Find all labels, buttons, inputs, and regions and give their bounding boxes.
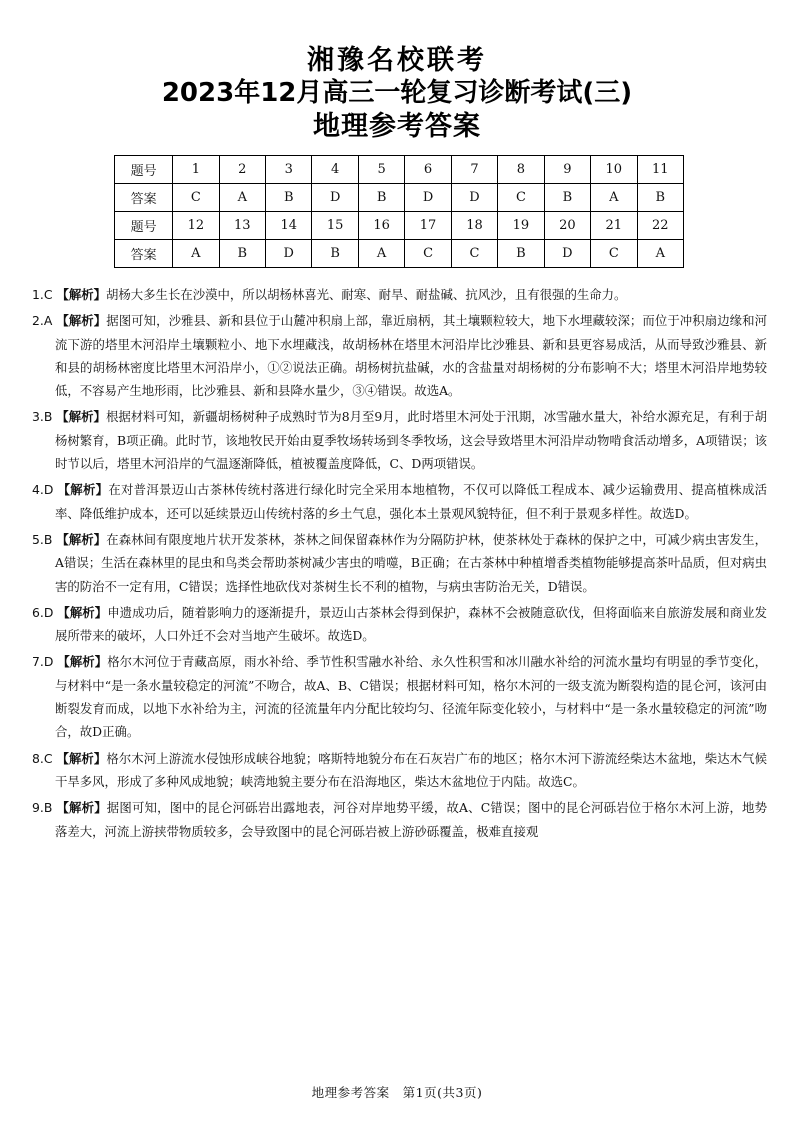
answer-table-cell: 19 [498,212,544,240]
analysis-tag: 【解析】 [57,482,109,498]
answer-table-cell: A [358,240,404,268]
answer-table-cell: C [405,240,451,268]
answer-table-cell: 18 [451,212,497,240]
answer-table-cell: A [219,184,265,212]
answer-table-cell: 6 [405,156,451,184]
subject-title: 地理参考答案 [313,111,481,142]
answer-table-cell: 5 [358,156,404,184]
answer-table-cell: 1 [173,156,219,184]
explanation-text: 格尔木河上游流水侵蚀形成峡谷地貌；喀斯特地貌分布在石灰岩广布的地区；格尔木河下游流经柴达木盆地，柴达木气候干旱多风，形成了多种风成地貌；峡湾地貌主要分布在沿海地区，柴达木盆地位于内陆。故选C。 [55,750,767,789]
page-footer: 地理参考答案 第1页(共3页) [311,1085,483,1100]
explanation-item [32,650,767,743]
analysis-tag: 【解析】 [56,287,106,302]
answer-table-row-header: 题号 [115,156,173,184]
answer-table-cell: A [637,240,683,268]
explanation-item [32,309,767,402]
answer-table-cell: C [591,240,637,268]
analysis-tag: 【解析】 [56,313,107,329]
question-number: 7.D [32,654,54,670]
answer-table-cell: 22 [637,212,683,240]
answer-table-row [115,156,684,184]
answer-table-cell: 2 [219,156,265,184]
exam-union-title: 湘豫名校联考 [307,45,487,76]
analysis-tag: 【解析】 [56,409,106,425]
answer-table-cell: 21 [591,212,637,240]
answer-table-cell: D [544,240,590,268]
explanation-text: 在对普洱景迈山古茶林传统村落进行绿化时完全采用本地植物，不仅可以降低工程成本、减少运输费用、提高植株成活率、降低维护成本，还可以延续景迈山传统村落的乡土气息，强化本土景观风貌特征，但不利于景观多样性。故选D。 [55,482,768,521]
question-number: 2.A [32,313,53,329]
answer-table-cell: D [312,184,358,212]
answer-table-cell: 9 [544,156,590,184]
explanation-list [32,283,767,846]
explanation-item [32,796,767,843]
answer-table-cell: C [498,184,544,212]
explanation-item [32,478,767,525]
explanation-text: 申遗成功后，随着影响力的逐渐提升，景迈山古茶林会得到保护，森林不会被随意砍伐，但将面临来自旅游发展和商业发展所带来的破坏，人口外迁不会对当地产生破坏。故选D。 [55,604,767,644]
analysis-tag: 【解析】 [57,654,108,670]
answer-table-cell: 4 [312,156,358,184]
answer-table-cell: A [173,240,219,268]
explanation-text: 胡杨大多生长在沙漠中，所以胡杨林喜光、耐寒、耐旱、耐盐碱、抗风沙，且有很强的生命力。 [106,287,627,302]
answer-table-cell: 3 [266,156,312,184]
answer-table-cell: B [637,184,683,212]
question-number: 6.D [32,604,54,620]
explanation-item [32,601,767,648]
answer-table-cell: 12 [173,212,219,240]
question-number: 9.B [32,800,53,816]
explanation-text: 格尔木河位于青藏高原，雨水补给、季节性积雪融水补给、永久性积雪和冰川融水补给的河流水量均有明显的季节变化，与材料中“是一条水量较稳定的河流”不吻合，故A、B、C错误；根据材料可知，格尔木河的一级支流为断裂构造的昆仑河，该河由断裂发育而成，以地下水补给为主，河流的径流量年内分配比较均匀、径流年际变化较小，与材料中“是一条水量较稳定的河流”吻合，故D正确。 [55,654,767,740]
answer-table-cell: D [405,184,451,212]
explanation-text: 据图可知，图中的昆仑河砾岩出露地表，河谷对岸地势平缓，故A、C错误；图中的昆仑河砾岩位于格尔木河上游，地势落差大，河流上游挟带物质较多，会导致图中的昆仑河砾岩被上游砂砾覆盖，极难直接观 [55,800,767,839]
answer-table-cell: D [266,240,312,268]
question-number: 4.D [32,482,54,498]
explanation-text: 根据材料可知，新疆胡杨树种子成熟时节为8月至9月，此时塔里木河处于汛期，冰雪融水量大，补给水源充足，有利于胡杨树繁育，B项正确。此时节，该地牧民开始由夏季牧场转场到冬季牧场，这会导致塔里木河沿岸动物啃食活动增多，A项错误；该时节以后，塔里木河沿岸的气温逐渐降低，植被覆盖度降低，C、D两项错误。 [55,409,767,472]
answer-table-cell: 10 [591,156,637,184]
answer-table-row-header: 题号 [115,212,173,240]
answer-table-cell: 17 [405,212,451,240]
answer-table-row [115,212,684,240]
answer-table-cell: B [358,184,404,212]
question-number: 8.C [32,750,53,766]
answer-table-cell: 20 [544,212,590,240]
answer-table-cell: B [312,240,358,268]
question-number: 5.B [32,531,53,547]
answer-table [114,155,684,268]
answer-table-cell: 14 [266,212,312,240]
answer-table-cell: C [173,184,219,212]
exam-name-title: 2023年12月高三一轮复习诊断考试(三) [161,78,633,108]
document-header [0,44,794,143]
explanation-text: 据图可知，沙雅县、新和县位于山麓冲积扇上部，靠近扇柄，其土壤颗粒较大，地下水埋藏较深；而位于冲积扇边缘和河流下游的塔里木河沿岸土壤颗粒小、地下水埋藏浅，故胡杨林在塔里木河沿岸比沙雅县、新和县更容易成活，从而导致沙雅县、新和县的胡杨林密度比塔里木河沿岸小，①②说法正确。胡杨树抗盐碱，水的含盐量对胡杨树的分布影响不大；塔里木河沿岸地势较低，不容易产生地形雨，比沙雅县、新和县降水量少，③④错误。故选A。 [55,313,768,399]
question-number: 3.B [32,409,53,425]
explanation-text: 在森林间有限度地片状开发茶林，茶林之间保留森林作为分隔防护林，使茶林处于森林的保护之中，可减少病虫害发生，A错误；生活在森林里的昆虫和鸟类会帮助茶树减少害虫的啃噬，B正确；在古茶林中种植增香类植物能够提高茶叶品质，但对病虫害的防治不一定有用，C错误；选择性地砍伐对茶树生长不利的植物，与病虫害防治无关，D错误。 [55,531,767,594]
answer-table-cell: A [591,184,637,212]
answer-table-cell: B [266,184,312,212]
answer-table-cell: 11 [637,156,683,184]
answer-table-row-header: 答案 [115,240,173,268]
answer-table-row [115,184,684,212]
answer-table-cell: B [498,240,544,268]
answer-table-cell: 16 [358,212,404,240]
answer-table-row [115,240,684,268]
analysis-tag: 【解析】 [56,750,107,766]
answer-table-cell: B [219,240,265,268]
answer-table-cell: 13 [219,212,265,240]
answer-table-cell: 7 [451,156,497,184]
answer-table-cell: 15 [312,212,358,240]
analysis-tag: 【解析】 [57,604,108,620]
answer-table-cell: D [451,184,497,212]
answer-table-cell: B [544,184,590,212]
explanation-item [32,405,767,475]
question-number: 1.C [32,287,53,302]
analysis-tag: 【解析】 [56,531,107,547]
explanation-item [32,747,767,794]
analysis-tag: 【解析】 [56,800,107,816]
explanation-item [32,283,767,306]
answer-table-cell: C [451,240,497,268]
explanation-item [32,528,767,598]
answer-table-cell: 8 [498,156,544,184]
answer-table-row-header: 答案 [115,184,173,212]
